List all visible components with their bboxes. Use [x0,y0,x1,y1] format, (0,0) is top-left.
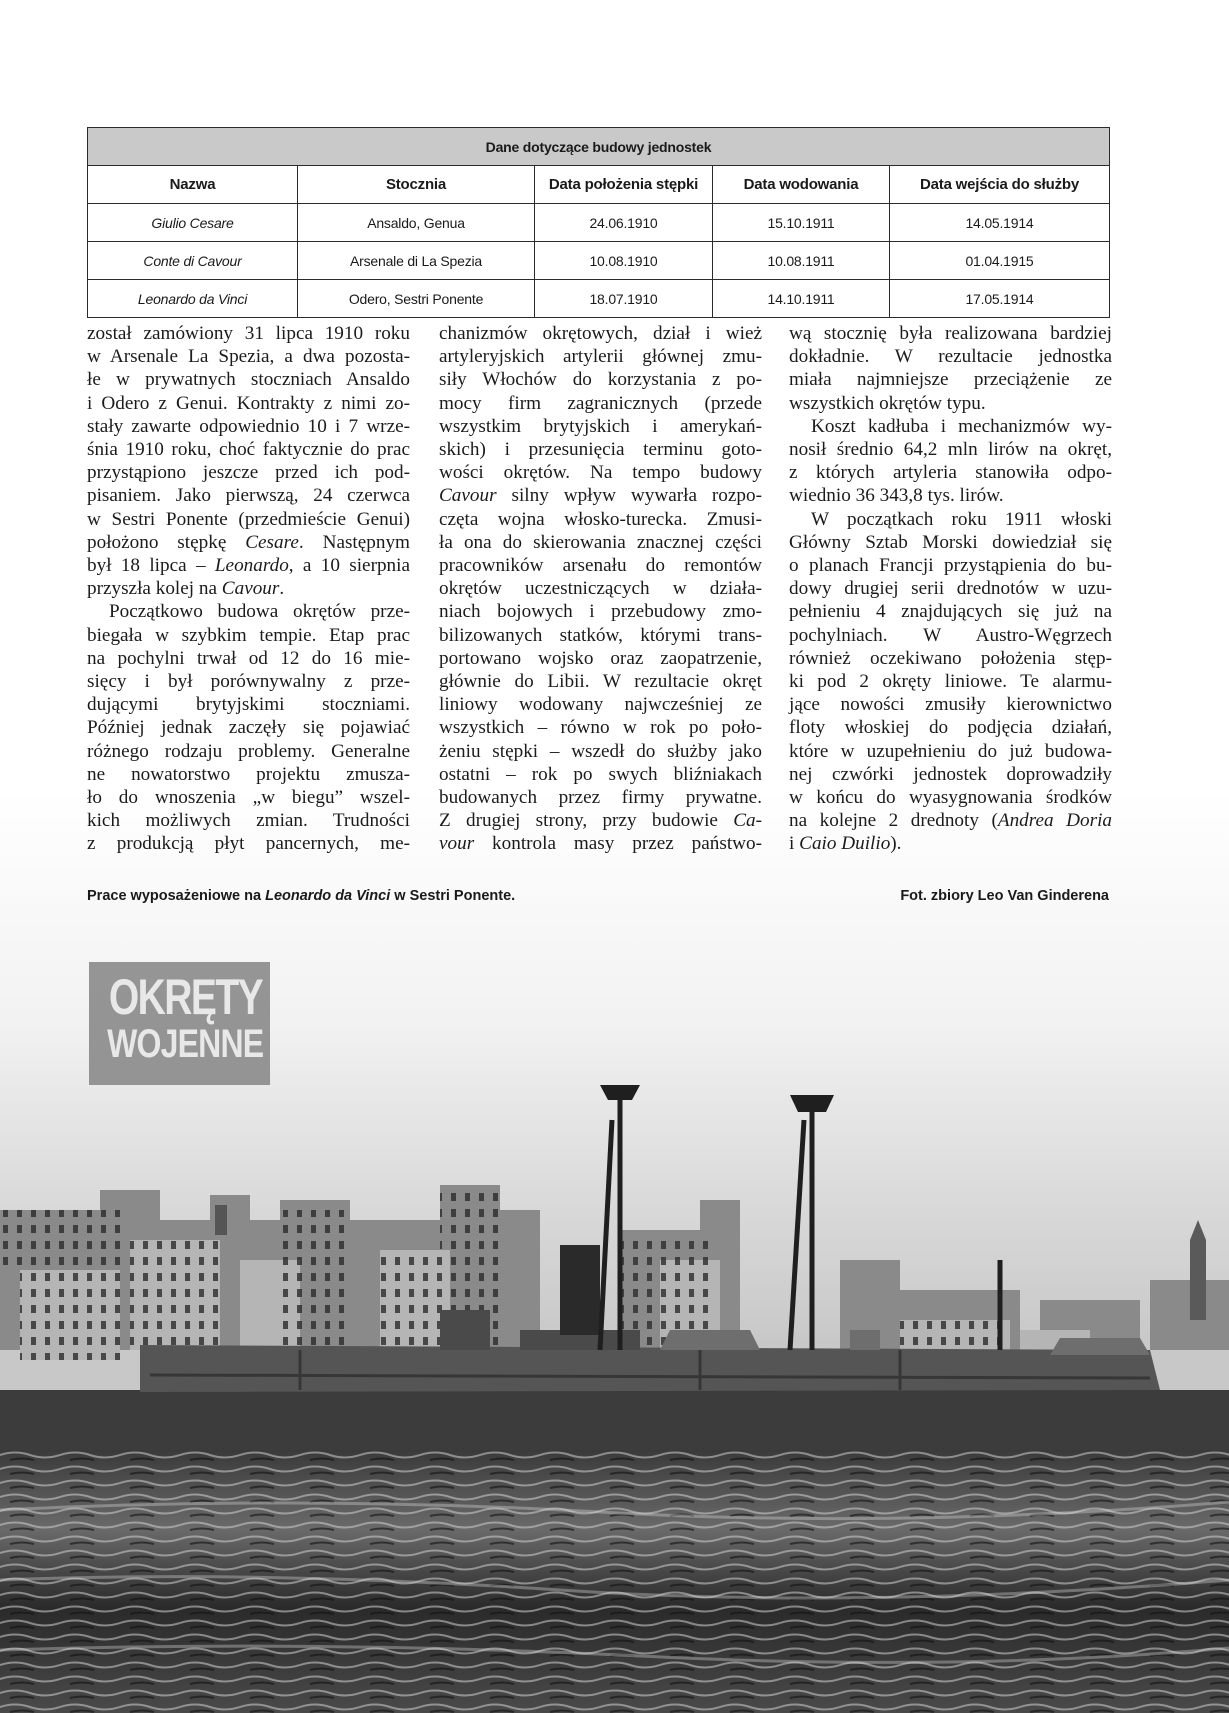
text-line: również oczekiwano położenia stęp- [789,647,1112,669]
text-line: łe w prywatnych stoczniach Ansaldo [87,369,410,391]
column-header: Data wodowania [713,166,890,204]
text-line: żeniu stępki – wszedł do służby jako [439,740,762,762]
ship-name-italic: Caio Duilio [799,833,891,855]
text-line: W początkach roku 1911 włoski [811,508,1112,530]
keel-date: 10.08.1910 [535,242,713,280]
text-line: pracowników arsenału do remontów [439,555,762,577]
text-line: pełnieniu 4 znajdujących się już na [789,601,1112,623]
text-line: Później jednak zaczęły się pojawiać [87,717,410,739]
text-line: nosił średnio 64,2 mln lirów na okręt, [789,439,1112,461]
text-line: nej czwórki jednostek doprowadziły [789,763,1112,785]
text-line: wszystkich okrętów typu. [789,392,986,414]
text-line: które w uzupełnieniu do już budowa- [789,740,1112,762]
photo-caption [87,888,515,904]
text-line: liniowy wodowany najwcześniej ze [439,694,762,716]
text-line: wą stocznię była realizowana bardziej [789,323,1112,344]
ship-name: Giulio Cesare [88,204,298,242]
ship-name-italic: Cavour [221,578,280,600]
text-line: wości okrętów. Na tempo budowy [439,462,762,484]
column-header: Data wejścia do służby [890,166,1110,204]
text-line: skich) i przesunięcia terminu goto- [439,439,762,461]
text-line: niach bojowych i przebudowy zmo- [439,601,762,623]
text-line: częta wojna włosko-turecka. Zmusi- [439,508,762,530]
caption-text: w Sestri Ponente. [390,888,516,904]
text-line: pisaniem. Jako pierwszą, 24 czerwca [87,485,410,507]
text-fragment: . [279,578,285,600]
column-header: Stocznia [298,166,535,204]
text-line: przystąpiono jeszcze przed ich pod- [87,462,410,484]
text-line: stały zawarte odpowiednio 10 i 7 wrze- [87,415,410,437]
text-line: w Sestri Ponente (przedmieście Genui) [87,508,410,530]
text-line: w końcu do wyasygnowania środków [789,787,1112,809]
text-fragment: położono stępkę [87,531,246,553]
text-fragment: , a 10 sierpnia [288,555,410,577]
text-line [789,809,1112,832]
magazine-logo [89,962,270,1085]
ship-name-italic: Ca- [733,810,762,832]
text-line: z których artyleria stanowiła odpo- [789,462,1112,484]
logo-line2: WOJENNE [107,1022,264,1066]
launch-date: 10.08.1911 [713,242,890,280]
text-line [439,809,762,832]
ship-name-italic: vour [439,833,475,855]
text-line: mocy firm zagranicznych (przede [439,392,762,414]
text-line [87,577,410,600]
text-line: ła ona do skierowania znacznej części [439,531,762,553]
text-fragment: przyszła kolej na [87,578,222,600]
text-line: pochylniach. W Austro-Węgrzech [789,624,1112,646]
text-line: wszystkich – równo w rok po poło- [439,717,762,739]
text-line [439,484,762,507]
text-line: dokładnie. W rezultacie jednostka [789,346,1112,368]
harbor-photo [0,790,1229,1713]
text-fragment: . Następnym [298,531,410,553]
table-row [88,204,1110,242]
text-line [87,531,410,554]
text-line: dowy drugiej serii drednotów w uzu- [789,578,1112,600]
shipyard: Arsenale di La Spezia [298,242,535,280]
text-line [87,554,410,577]
ship-name-italic: Leonardo [214,555,289,577]
text-line: bilizowanych statków, którymi trans- [439,624,762,646]
text-line: budowanych przez firmy prywatne. [439,787,762,809]
caption-ship-name: Leonardo da Vinci [265,888,391,904]
text-line: śnia 1910 roku, choć faktycznie do prac [87,439,410,461]
commission-date: 14.05.1914 [890,204,1110,242]
logo-line1: OKRĘTY [108,969,263,1025]
shipyard: Odero, Sestri Ponente [298,280,535,318]
table-header-row [88,166,1110,204]
text-fragment: silny wpływ wywarła rozpo- [496,485,762,507]
text-fragment: ). [890,833,902,855]
construction-data-table [87,127,1110,318]
keel-date: 18.07.1910 [535,280,713,318]
text-line: siły Włochów do korzystania z po- [439,369,762,391]
text-line [789,832,1112,855]
text-column-3 [789,322,1112,856]
text-line: Koszt kadłuba i mechanizmów wy- [811,415,1112,437]
text-line: Początkowo budowa okrętów prze- [109,601,410,623]
ship-name-italic: Cesare [245,531,299,553]
text-line: w Arsenale La Spezia, a dwa pozosta- [87,346,410,368]
ship-name-italic: Andrea Doria [997,810,1112,832]
text-line: dującymi brytyjskimi stoczniami. [87,694,410,716]
text-line: ne nowatorstwo projektu zmusza- [87,763,410,785]
text-line: Główny Sztab Morski dowiedział się [789,531,1112,553]
keel-date: 24.06.1910 [535,204,713,242]
table-row [88,242,1110,280]
photo-credit: Fot. zbiory Leo Van Ginderena [900,888,1109,904]
text-line: miała najmniejsze przeciążenie ze [789,369,1112,391]
text-line: różnego rodzaju problemy. Generalne [87,740,410,762]
text-line: ło do wnoszenia „w biegu” wszel- [87,787,410,809]
text-line: okrętów uczestniczących w działa- [439,578,762,600]
text-fragment: był 18 lipca – [87,555,215,577]
column-header: Data położenia stępki [535,166,713,204]
caption-text: Prace wyposażeniowe na [87,888,266,904]
text-line: ostatni – rok po swych bliźniakach [439,763,762,785]
commission-date: 17.05.1914 [890,280,1110,318]
table-caption: Dane dotyczące budowy jednostek [88,128,1110,166]
text-line: ki pod 2 okręty liniowe. Te alarmu- [789,671,1112,693]
text-line: wszystkim brytyjskich i amerykań- [439,415,762,437]
text-line: kich możliwych zmian. Trudności [87,810,410,832]
launch-date: 15.10.1911 [713,204,890,242]
text-fragment: na kolejne 2 drednoty ( [789,810,998,832]
ship-name-italic: Cavour [439,485,497,507]
text-column-2 [439,322,762,856]
text-fragment: i [789,833,800,855]
text-column-1 [87,322,410,856]
text-line: artyleryjskich artylerii głównej zmu- [439,346,762,368]
ship-name: Leonardo da Vinci [88,280,298,318]
text-line: na pochylni trwał od 12 do 16 mie- [87,647,410,669]
column-header: Nazwa [88,166,298,204]
text-line: sięcy i był porównywalny z prze- [87,671,410,693]
text-line [439,832,762,855]
text-line: głównie do Libii. W rezultacie okręt [439,671,762,693]
text-line: wiednio 36 343,8 tys. lirów. [789,485,1004,507]
text-fragment: Z drugiej strony, przy budowie [439,810,734,832]
commission-date: 01.04.1915 [890,242,1110,280]
text-line: biegała w szybkim tempie. Etap prac [87,624,410,646]
text-line: chanizmów okrętowych, dział i wież [439,323,762,344]
text-line: floty włoskiej do podjęcia działań, [789,717,1112,739]
text-line: i Odero z Genui. Kontrakty z nimi zo- [87,392,410,414]
text-line: o planach Francji przystąpienia do bu- [789,555,1112,577]
text-line: z produkcją płyt pancernych, me- [87,833,410,855]
table-row [88,280,1110,318]
ship-name: Conte di Cavour [88,242,298,280]
text-line: jące nowości zmusiły kierownictwo [789,694,1112,716]
shipyard: Ansaldo, Genua [298,204,535,242]
text-fragment: kontrola masy przez państwo- [474,833,762,855]
launch-date: 14.10.1911 [713,280,890,318]
text-line: portowano wojsko oraz zaopatrzenie, [439,647,762,669]
text-line: został zamówiony 31 lipca 1910 roku [87,323,410,344]
